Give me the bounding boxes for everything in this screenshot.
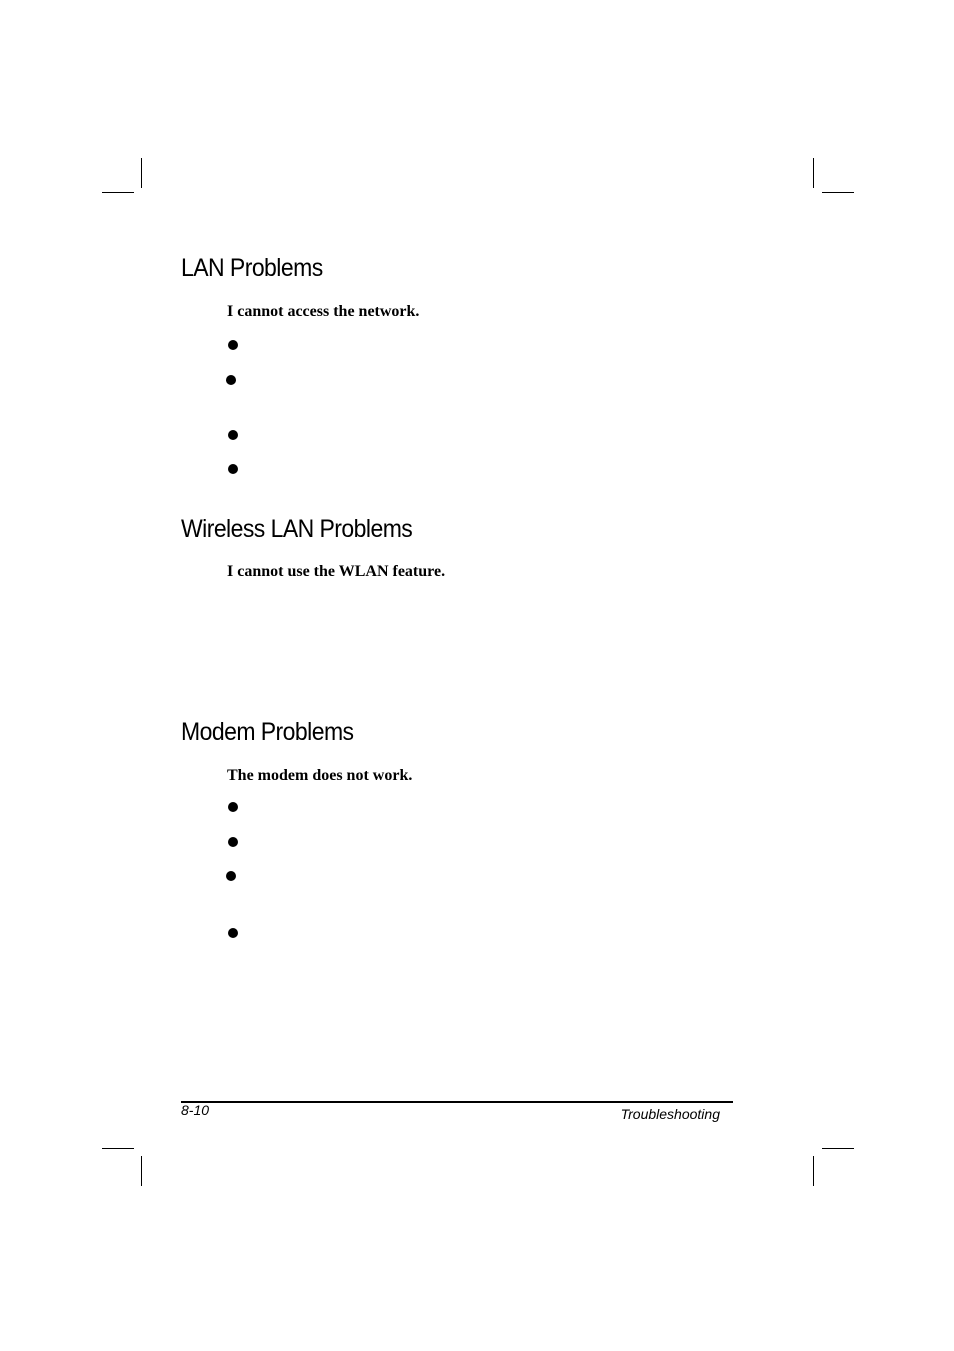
problem-wireless-lan: I cannot use the WLAN feature. xyxy=(227,563,446,580)
page-number: 8-10 xyxy=(181,1102,210,1118)
crop-mark-top-left-h xyxy=(102,192,134,193)
bullet-lan-4 xyxy=(228,464,238,474)
crop-mark-top-right-h xyxy=(822,192,854,193)
bullet-lan-2 xyxy=(226,375,236,385)
crop-mark-bottom-left-v xyxy=(141,1156,142,1186)
crop-mark-bottom-left-h xyxy=(102,1148,134,1149)
section-title-wireless-lan: Wireless LAN Problems xyxy=(181,515,413,543)
section-title-modem: Modem Problems xyxy=(181,718,354,746)
crop-mark-bottom-right-h xyxy=(822,1148,854,1149)
chapter-name: Troubleshooting xyxy=(620,1106,720,1122)
crop-mark-bottom-right-v xyxy=(813,1156,814,1186)
section-title-lan: LAN Problems xyxy=(181,254,323,282)
problem-lan: I cannot access the network. xyxy=(227,303,420,320)
bullet-modem-4 xyxy=(228,928,238,938)
crop-mark-top-right-v xyxy=(813,158,814,188)
bullet-lan-3 xyxy=(228,430,238,440)
bullet-lan-1 xyxy=(228,340,238,350)
problem-modem: The modem does not work. xyxy=(227,767,413,784)
footer-rule xyxy=(181,1101,733,1103)
bullet-modem-1 xyxy=(228,802,238,812)
bullet-modem-2 xyxy=(228,837,238,847)
bullet-modem-3 xyxy=(226,871,236,881)
crop-mark-top-left-v xyxy=(141,158,142,188)
